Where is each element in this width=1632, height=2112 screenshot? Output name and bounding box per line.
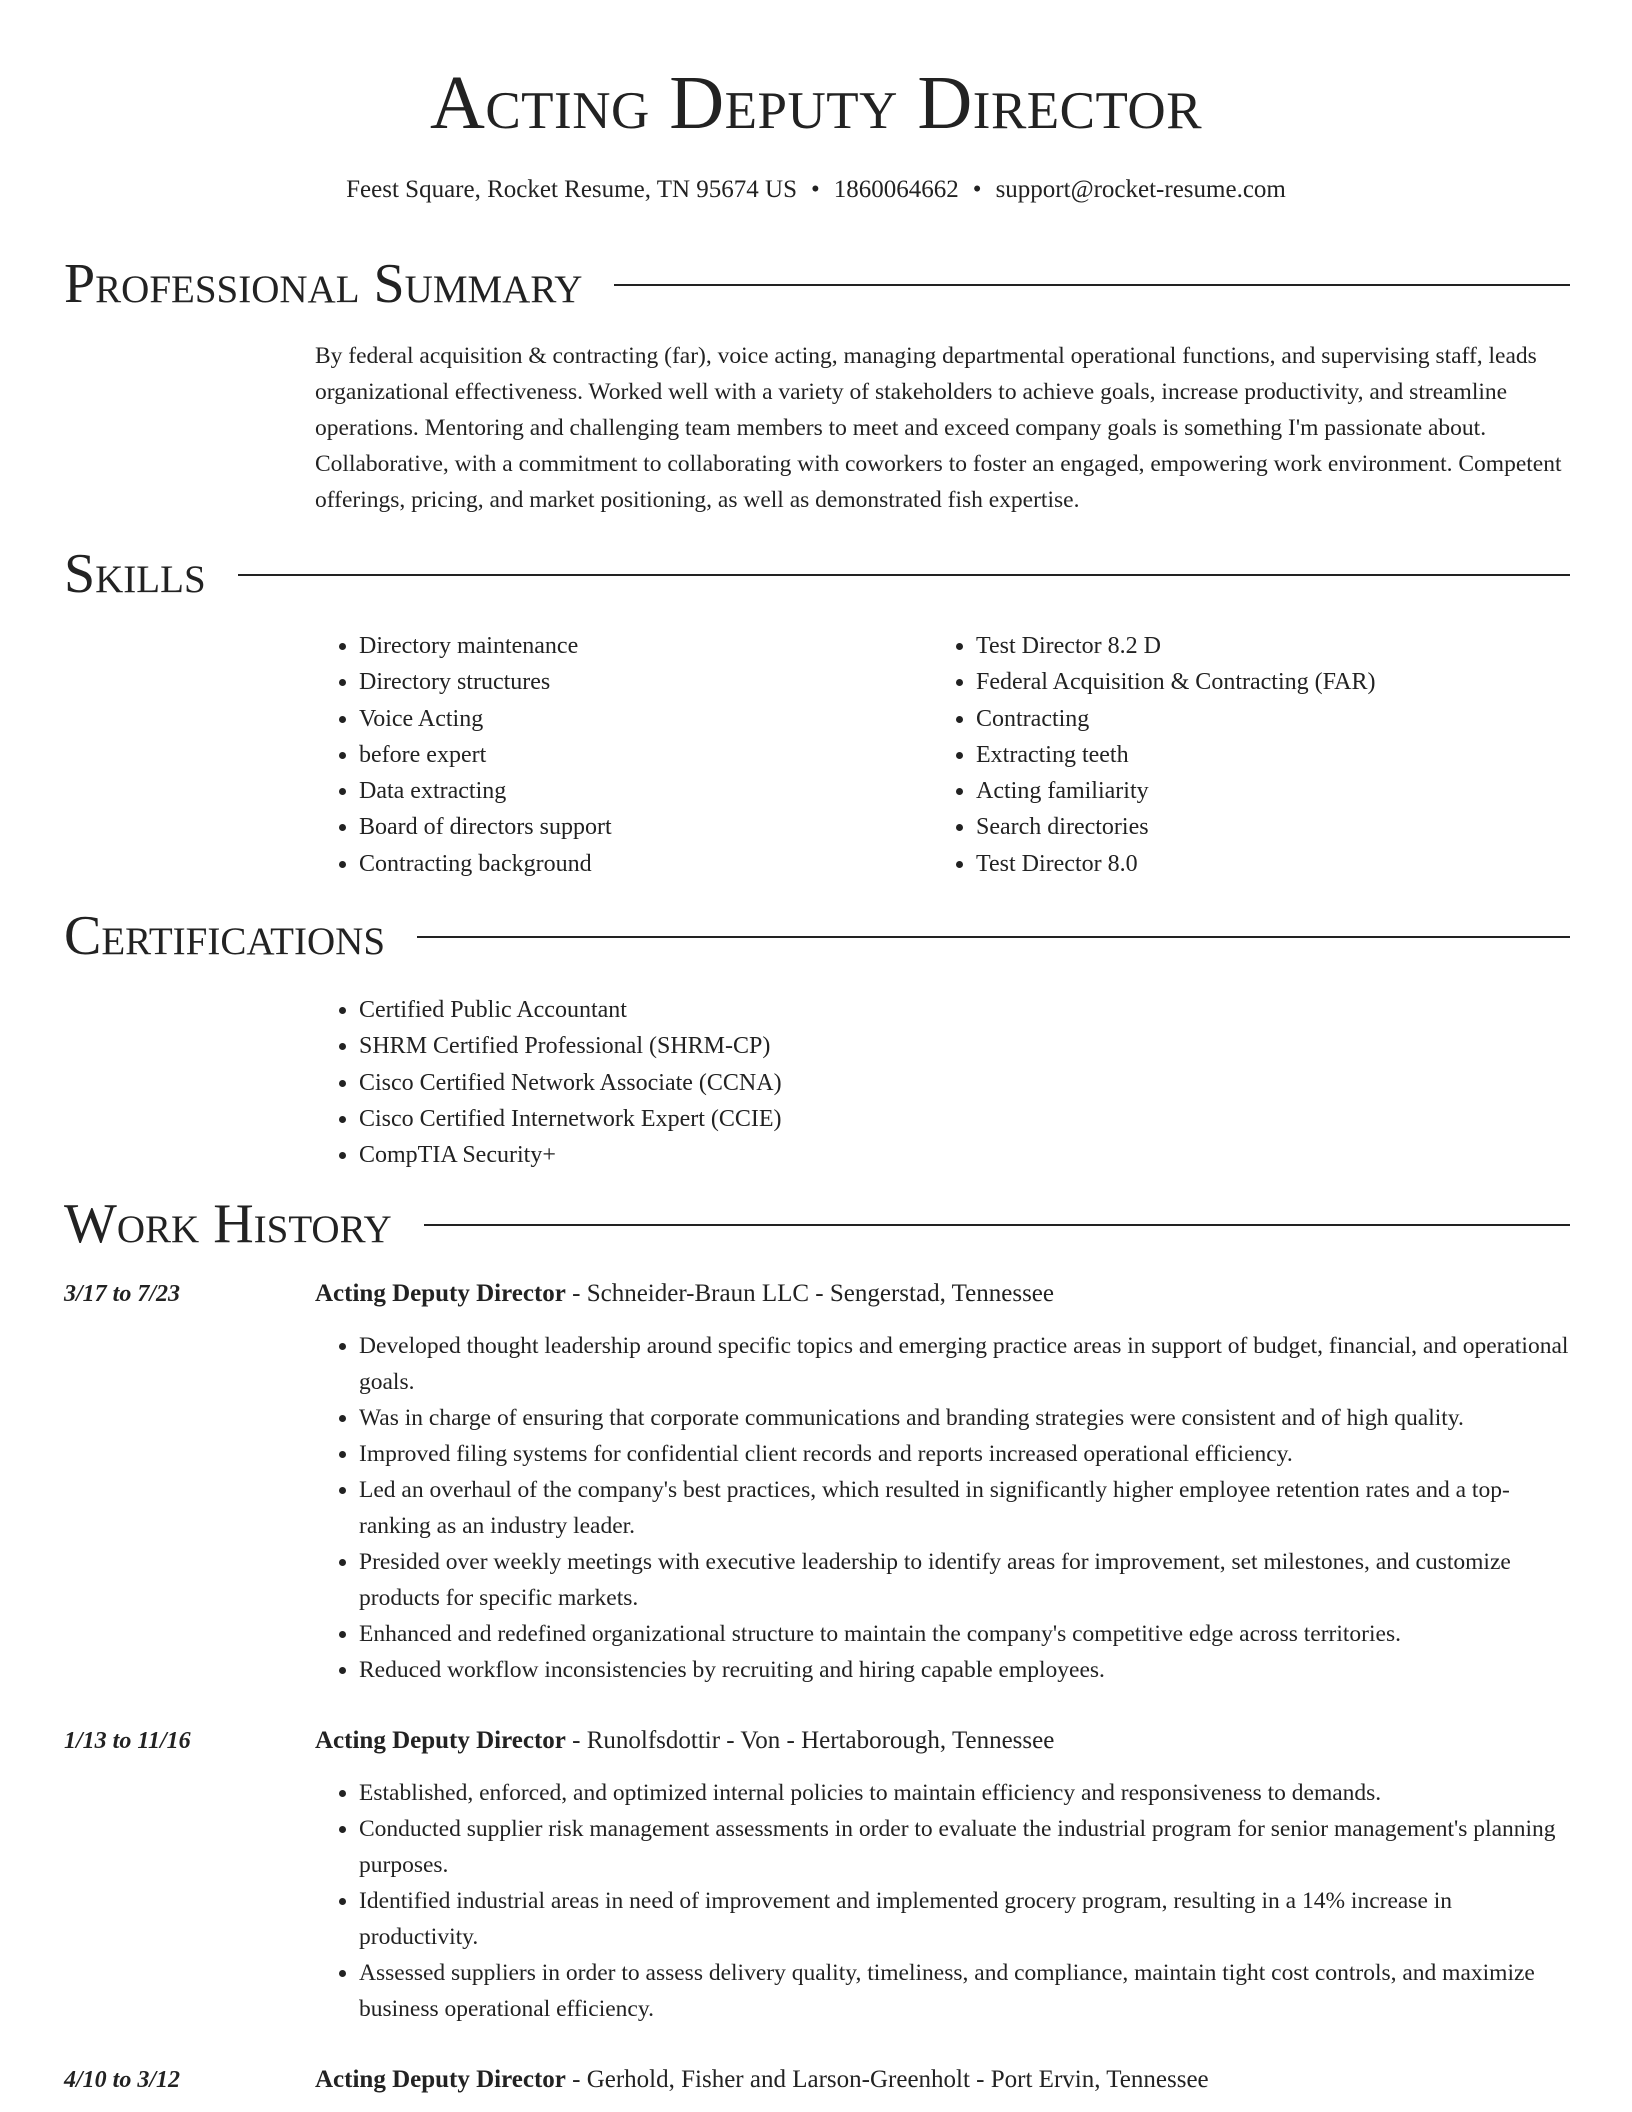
job-dates: 4/10 to 3/12: [64, 2067, 181, 2093]
duty-list: [315, 1775, 1571, 2027]
duty-item: • Led an overhaul of the company's best practices, which resulted in significantly higher employee retention rates and a top-ranking as an industry leader.: [359, 1472, 1571, 1544]
contact-line: [0, 174, 1632, 206]
contact-separator: •: [972, 176, 982, 203]
certification-item: • CompTIA Security+: [359, 1137, 1571, 1173]
section-title: Certifications: [64, 905, 386, 967]
skill-item: • Contracting: [976, 701, 1572, 737]
section-rule: [614, 284, 1570, 286]
candidate-name: Acting Deputy Director: [429, 61, 1203, 145]
section-heading-work-history: [64, 1192, 1570, 1256]
skill-item: • Contracting background: [359, 846, 915, 882]
contact-address: Feest Square, Rocket Resume, TN 95674 US: [346, 176, 798, 203]
duty-item: • Developed thought leadership around specific topics and emerging practice areas in support of budget, financial, and operational goals.: [359, 1328, 1571, 1400]
duty-item: • Improved filing systems for confidential client records and reports increased operational efficiency.: [359, 1436, 1571, 1472]
skill-item: • before expert: [359, 737, 915, 773]
section-rule: [417, 936, 1570, 938]
skills-right-column: [932, 628, 1572, 882]
section-heading-skills: [64, 542, 1570, 606]
job-title-line: [315, 1723, 1054, 1759]
job-title: Acting Deputy Director: [315, 2066, 566, 2093]
job-dates: 3/17 to 7/23: [64, 1281, 181, 1307]
skill-item: • Test Director 8.2 D: [976, 628, 1572, 664]
skill-item: • Federal Acquisition & Contracting (FAR): [976, 664, 1572, 700]
job-title-line: [315, 2062, 1209, 2098]
skill-item: • Directory maintenance: [359, 628, 915, 664]
job-employer-location: - Schneider-Braun LLC - Sengerstad, Tennessee: [565, 1280, 1054, 1307]
section-title: Professional Summary: [64, 253, 583, 315]
skills-left-column: [315, 628, 915, 882]
job-employer-location: - Gerhold, Fisher and Larson-Greenholt - Port Ervin, Tennessee: [565, 2066, 1209, 2093]
skill-item: • Board of directors support: [359, 809, 915, 845]
certifications-list-wrap: [315, 992, 1571, 1173]
section-heading-summary: [64, 252, 1570, 316]
job-duties: [315, 1328, 1571, 1688]
job-title: Acting Deputy Director: [315, 1280, 566, 1307]
duty-item: • Assessed suppliers in order to assess delivery quality, timeliness, and compliance, maintain tight cost controls, and maximize business operational efficiency.: [359, 1955, 1571, 2027]
duty-list: [315, 1328, 1571, 1688]
section-title: Skills: [64, 543, 206, 605]
duty-item: • Enhanced and redefined organizational structure to maintain the company's competitive edge across territories.: [359, 1616, 1571, 1652]
job-title-line: [315, 1276, 1054, 1312]
duty-item: • Identified industrial areas in need of improvement and implemented grocery program, resulting in a 14% increase in productivity.: [359, 1883, 1571, 1955]
skills-list: [932, 628, 1572, 882]
certification-item: • Cisco Certified Internetwork Expert (CCIE): [359, 1101, 1571, 1137]
section-rule: [424, 1224, 1570, 1226]
job-employer-location: - Runolfsdottir - Von - Hertaborough, Tennessee: [565, 1727, 1055, 1754]
section-heading-certifications: [64, 904, 1570, 968]
section-title: Work History: [64, 1193, 392, 1255]
contact-email: support@rocket-resume.com: [995, 176, 1286, 203]
duty-item: • Reduced workflow inconsistencies by recruiting and hiring capable employees.: [359, 1652, 1571, 1688]
skill-item: • Data extracting: [359, 773, 915, 809]
skill-item: • Acting familiarity: [976, 773, 1572, 809]
certifications-list: [315, 992, 1571, 1173]
skill-item: • Voice Acting: [359, 701, 915, 737]
skills-list: [315, 628, 915, 882]
duty-item: • Was in charge of ensuring that corporate communications and branding strategies were consistent and of high quality.: [359, 1400, 1571, 1436]
skill-item: • Extracting teeth: [976, 737, 1572, 773]
job-dates: 1/13 to 11/16: [64, 1728, 191, 1754]
skill-item: • Test Director 8.0: [976, 846, 1572, 882]
contact-phone: 1860064662: [833, 176, 959, 203]
summary-text: By federal acquisition & contracting (far), voice acting, managing departmental operational functions, and supervising staff, leads organizational effectiveness. Worked well with a variety of stakeholders to achieve goals, increase productivity, and streamline operations. Mentoring and challenging team members to meet and exceed company goals is something I'm passionate about. Collaborative, with a commitment to collaborating with coworkers to foster an engaged, empowering work environment. Competent offerings, pricing, and market positioning, as well as demonstrated fish expertise.: [315, 343, 1562, 513]
skill-item: • Directory structures: [359, 664, 915, 700]
duty-item: • Established, enforced, and optimized internal policies to maintain efficiency and responsiveness to demands.: [359, 1775, 1571, 1811]
duty-item: • Conducted supplier risk management assessments in order to evaluate the industrial program for senior management's planning purposes.: [359, 1811, 1571, 1883]
job-duties: [315, 1775, 1571, 2027]
skill-item: • Search directories: [976, 809, 1572, 845]
section-rule: [238, 574, 1570, 576]
certification-item: • Cisco Certified Network Associate (CCNA): [359, 1065, 1571, 1101]
duty-item: • Presided over weekly meetings with executive leadership to identify areas for improvement, set milestones, and customize products for specific markets.: [359, 1544, 1571, 1616]
certification-item: • SHRM Certified Professional (SHRM-CP): [359, 1028, 1571, 1064]
job-title: Acting Deputy Director: [315, 1727, 566, 1754]
certification-item: • Certified Public Accountant: [359, 992, 1571, 1028]
contact-separator: •: [811, 176, 820, 203]
